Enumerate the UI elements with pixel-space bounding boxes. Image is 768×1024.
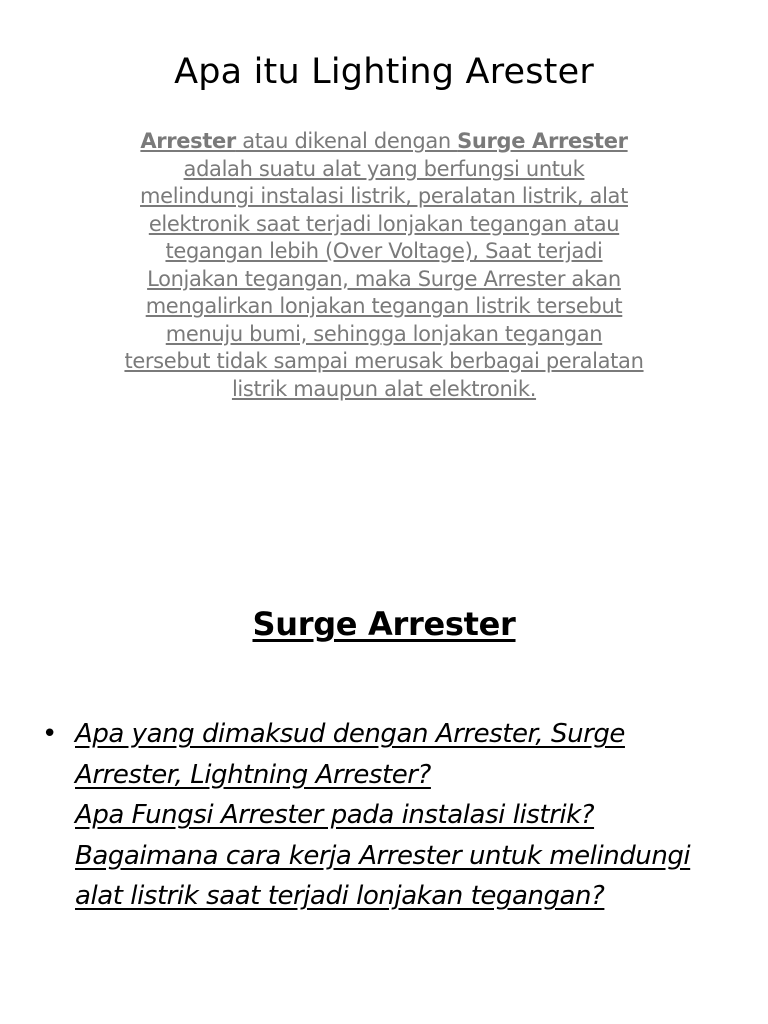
definition-paragraph	[124, 128, 644, 403]
slide-2-title: Surge Arrester	[252, 605, 516, 643]
term-arrester: Arrester	[140, 129, 236, 153]
bullet-icon: •	[42, 719, 57, 749]
question-3: Bagaimana cara kerja Arrester untuk melindungi alat listrik saat terjadi lonjakan tegangan?	[75, 840, 691, 911]
slide-1-title: Apa itu Lighting Arester	[174, 52, 594, 92]
paragraph-text-1: atau dikenal dengan	[235, 129, 458, 153]
list-item	[42, 714, 732, 917]
term-surge-arrester: Surge Arrester	[457, 129, 628, 153]
paragraph-text-2: adalah suatu alat yang berfungsi untuk melindungi instalasi listrik, peralatan listrik, alat elektronik saat terjadi lonjakan tegangan atau tegangan lebih (Over Voltage), Saat terjadi Lonjakan tegangan, maka Surge Arrester akan mengalirkan lonjakan tegangan listrik tersebut menuju bumi, sehingga lonjakan tegangan tersebut tidak sampai merusak berbagai peralatan listrik maupun alat elektronik.	[124, 156, 644, 401]
question-1: Apa yang dimaksud dengan Arrester, Surge Arrester, Lightning Arrester?	[75, 719, 625, 790]
question-2: Apa Fungsi Arrester pada instalasi listrik?	[75, 800, 595, 830]
slide-2	[0, 512, 768, 1024]
question-list	[42, 714, 732, 917]
